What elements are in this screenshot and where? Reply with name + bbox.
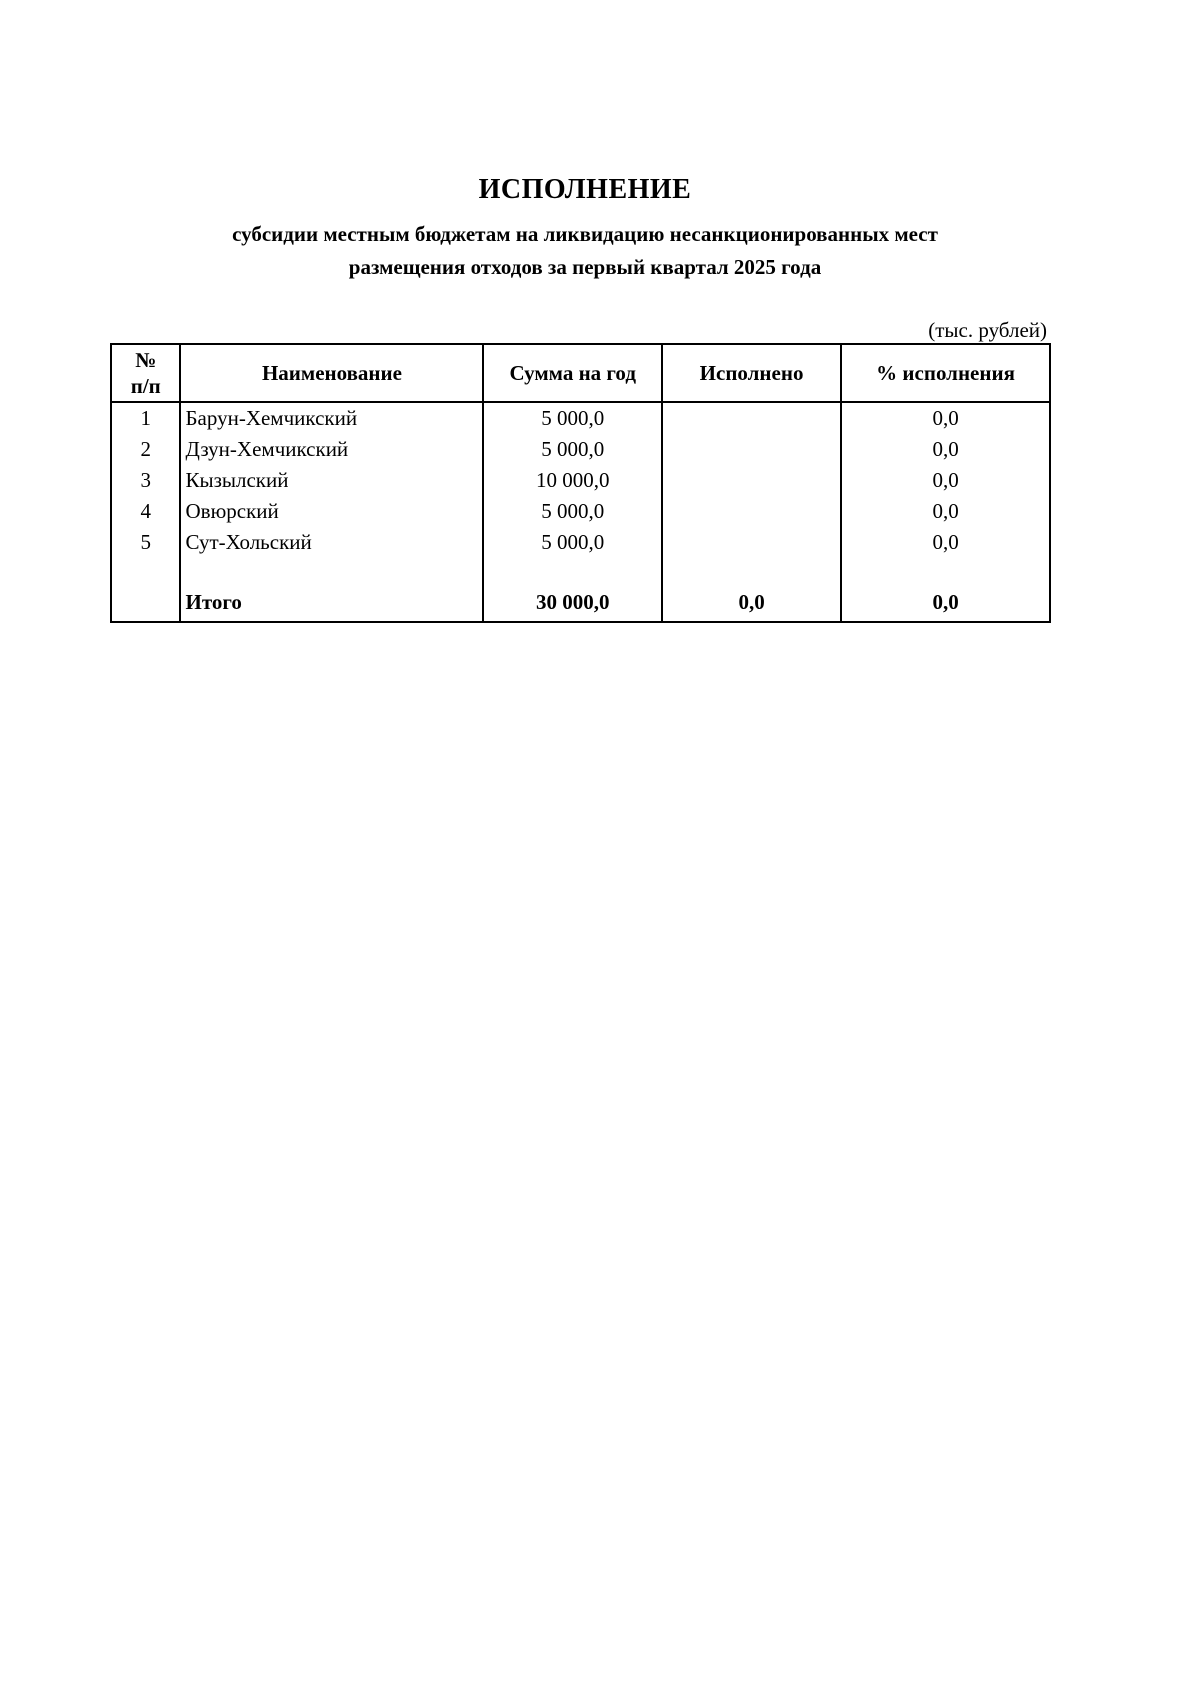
row-annual-sum: 10 000,0 — [483, 465, 662, 496]
table-row — [111, 402, 1050, 434]
total-number — [111, 584, 180, 622]
document-subtitle — [100, 218, 1070, 284]
table-header-row — [111, 344, 1050, 402]
row-executed — [662, 496, 841, 527]
row-number: 4 — [111, 496, 180, 527]
table-row — [111, 434, 1050, 465]
row-number: 5 — [111, 527, 180, 558]
row-name: Барун-Хемчикский — [180, 402, 483, 434]
total-percent: 0,0 — [841, 584, 1050, 622]
subtitle-line-2: размещения отходов за первый квартал 2025 года — [348, 255, 822, 279]
row-annual-sum: 5 000,0 — [483, 402, 662, 434]
row-percent: 0,0 — [841, 402, 1050, 434]
header-name: Наименование — [180, 344, 483, 402]
row-number: 1 — [111, 402, 180, 434]
subtitle-line-1: субсидии местным бюджетам на ликвидацию несанкционированных мест — [232, 222, 938, 246]
table-row — [111, 496, 1050, 527]
document-title: ИСПОЛНЕНИЕ — [478, 174, 692, 205]
row-percent: 0,0 — [841, 465, 1050, 496]
header-annual-sum: Сумма на год — [483, 344, 662, 402]
row-name: Дзун-Хемчикский — [180, 434, 483, 465]
header-number-line-1: № — [135, 348, 157, 372]
row-annual-sum: 5 000,0 — [483, 434, 662, 465]
units-note: (тыс. рублей) — [928, 318, 1047, 342]
row-name: Кызылский — [180, 465, 483, 496]
row-executed — [662, 465, 841, 496]
row-annual-sum: 5 000,0 — [483, 527, 662, 558]
table-spacer-row — [111, 558, 1050, 584]
row-executed — [662, 434, 841, 465]
header-number-line-2: п/п — [130, 374, 161, 398]
header-percent: % исполнения — [841, 344, 1050, 402]
table-row — [111, 465, 1050, 496]
header-number — [111, 344, 180, 402]
execution-table — [110, 343, 1051, 623]
row-name: Сут-Хольский — [180, 527, 483, 558]
row-percent: 0,0 — [841, 496, 1050, 527]
total-executed: 0,0 — [662, 584, 841, 622]
header-executed: Исполнено — [662, 344, 841, 402]
row-percent: 0,0 — [841, 434, 1050, 465]
table-total-row — [111, 584, 1050, 622]
table-row — [111, 527, 1050, 558]
total-annual-sum: 30 000,0 — [483, 584, 662, 622]
row-annual-sum: 5 000,0 — [483, 496, 662, 527]
row-percent: 0,0 — [841, 527, 1050, 558]
row-name: Овюрский — [180, 496, 483, 527]
row-executed — [662, 527, 841, 558]
total-label: Итого — [180, 584, 483, 622]
row-number: 3 — [111, 465, 180, 496]
row-executed — [662, 402, 841, 434]
row-number: 2 — [111, 434, 180, 465]
